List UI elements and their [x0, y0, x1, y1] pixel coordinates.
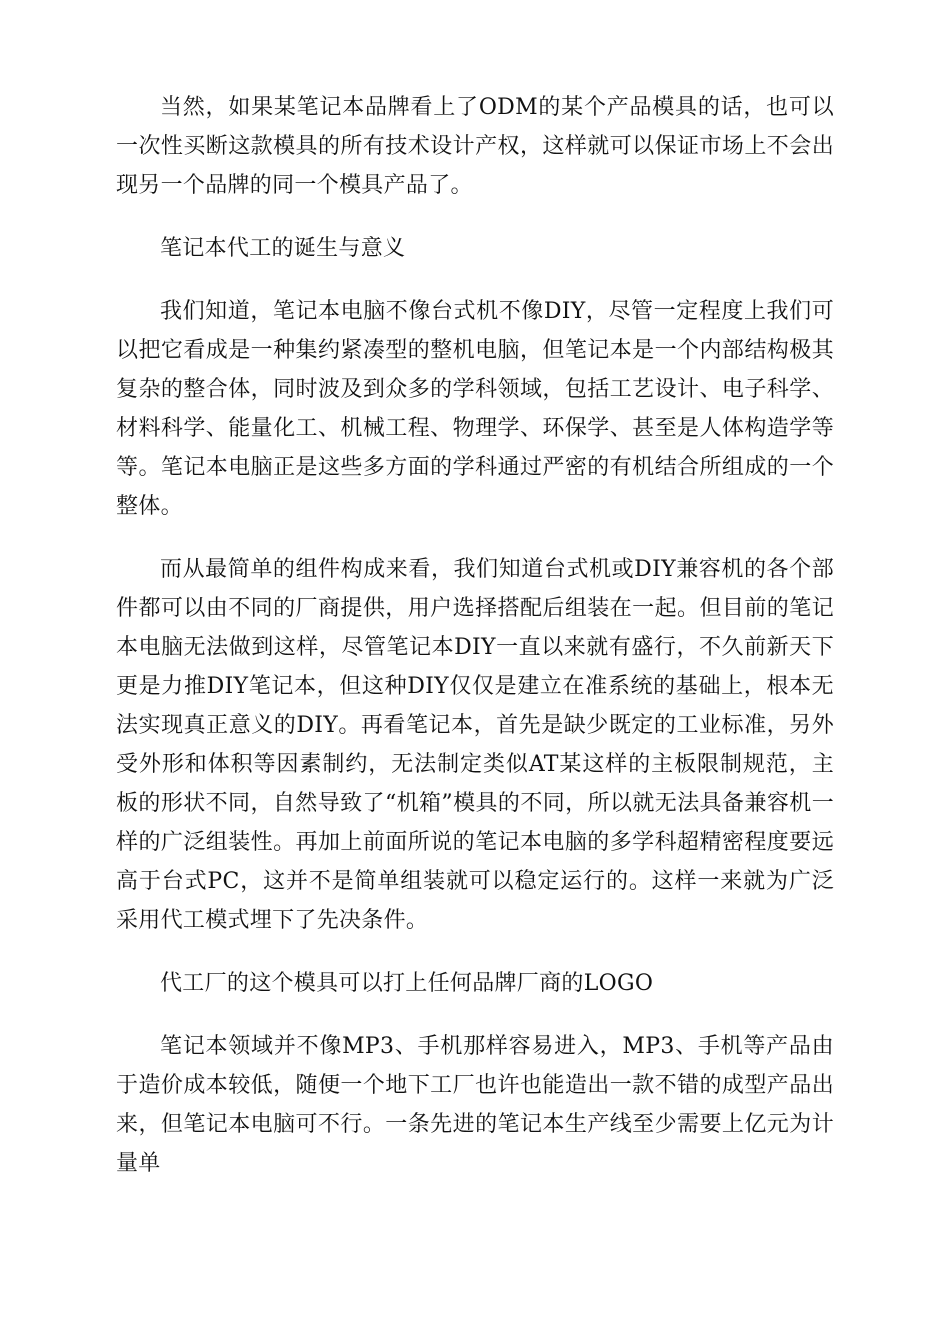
document-body	[116, 88, 834, 1207]
paragraph-industry-barrier: 笔记本领域并不像MP3、手机那样容易进入，MP3、手机等产品由于造价成本较低，随便一个地下工厂也许也能造出一款不错的成型产品出来，但笔记本电脑可不行。一条先进的笔记本生产线至少需要上亿元为计量单	[116, 1034, 834, 1176]
paragraph-notebook-complexity: 我们知道，笔记本电脑不像台式机不像DIY，尽管一定程度上我们可以把它看成是一种集约紧凑型的整机电脑，但笔记本是一个内部结构极其复杂的整合体，同时波及到众多的学科领域，包括工艺设计、电子科学、材料科学、能量化工、机械工程、物理学、环保学、甚至是人体构造学等等。笔记本电脑正是这些多方面的学科通过严密的有机结合所组成的一个整体。	[116, 299, 834, 519]
paragraph-odm-buyout: 当然，如果某笔记本品牌看上了ODM的某个产品模具的话，也可以一次性买断这款模具的所有技术设计产权，这样就可以保证市场上不会出现另一个品牌的同一个模具产品了。	[116, 95, 834, 198]
section-heading-factory-logo: 代工厂的这个模具可以打上任何品牌厂商的LOGO	[160, 971, 654, 996]
section-heading-oem-origin: 笔记本代工的诞生与意义	[160, 236, 406, 261]
paragraph-component-assembly: 而从最简单的组件构成来看，我们知道台式机或DIY兼容机的各个部件都可以由不同的厂商提供，用户选择搭配后组装在一起。但目前的笔记本电脑无法做到这样，尽管笔记本DIY一直以来就有盛行，不久前新天下更是力推DIY笔记本，但这种DIY仅仅是建立在准系统的基础上，根本无法实现真正意义的DIY。再看笔记本，首先是缺少既定的工业标准，另外受外形和体积等因素制约，无法制定类似AT某这样的主板限制规范，主板的形状不同，自然导致了“机箱”模具的不同，所以就无法具备兼容机一样的广泛组装性。再加上前面所说的笔记本电脑的多学科超精密程度要远高于台式PC，这并不是简单组装就可以稳定运行的。这样一来就为广泛采用代工模式埋下了先决条件。	[116, 557, 834, 933]
